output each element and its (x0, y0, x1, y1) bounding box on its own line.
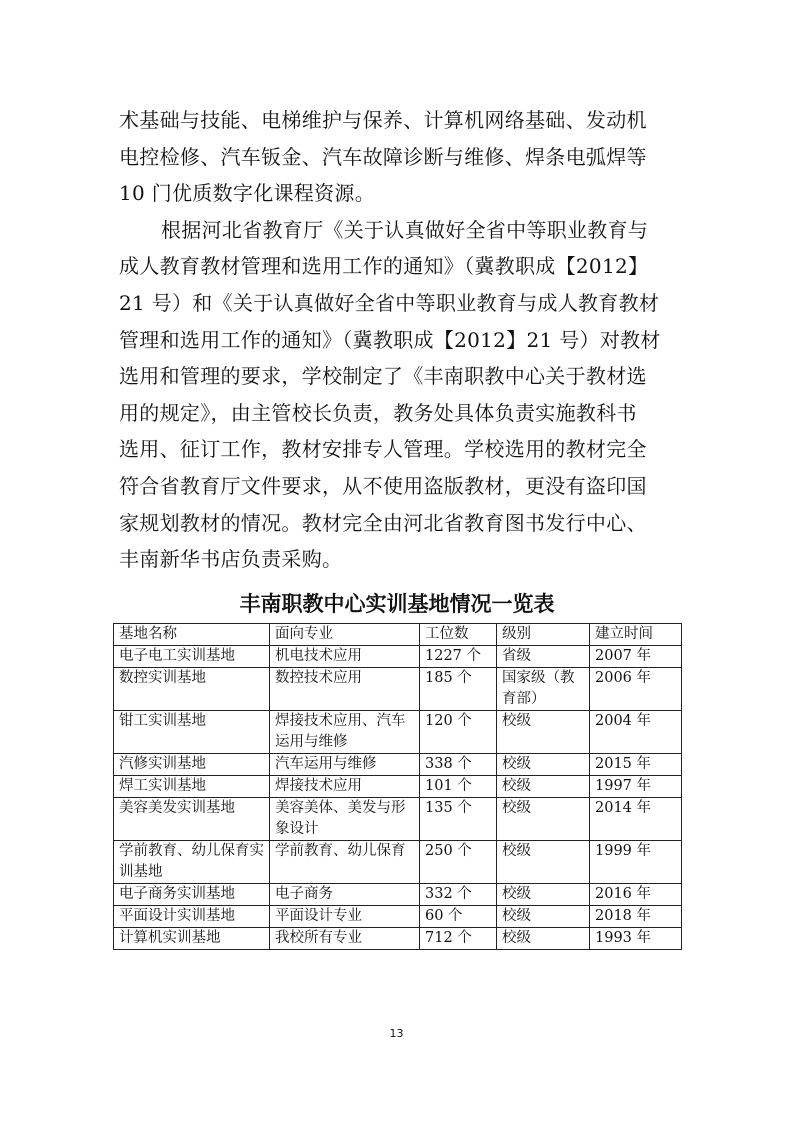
table-cell: 学前教育、幼儿保育实训基地 (114, 841, 270, 884)
table-cell: 计算机实训基地 (114, 928, 270, 950)
paragraph-line: 选用、征订工作，教材安排专人管理。学校选用的教材完全 (119, 437, 647, 462)
table-header-row (114, 624, 682, 646)
table-cell: 校级 (497, 884, 590, 906)
table-cell: 校级 (497, 841, 590, 884)
paragraph-line: 术基础与技能、电梯维护与保养、计算机网络基础、发动机 (119, 108, 647, 132)
table-row (114, 668, 682, 711)
table-row (114, 798, 682, 841)
table-cell: 机电技术应用 (270, 646, 420, 668)
table-cell: 2004 年 (590, 711, 682, 754)
body-paragraphs (119, 102, 675, 578)
table-cell: 校级 (497, 798, 590, 841)
table-cell: 国家级（教育部） (497, 668, 590, 711)
table-cell: 校级 (497, 906, 590, 928)
paragraph-line: 成人教育教材管理和选用工作的通知》（冀教职成【2012】 (119, 254, 649, 279)
table-cell: 美容美体、美发与形象设计 (270, 798, 420, 841)
paragraph-line: 选用和管理的要求，学校制定了《丰南职教中心关于教材选 (119, 364, 647, 389)
table-row (114, 906, 682, 928)
table-title: 丰南职教中心实训基地情况一览表 (239, 592, 555, 616)
table-cell: 数控技术应用 (270, 668, 420, 711)
table-cell: 120 个 (420, 711, 497, 754)
table-row (114, 841, 682, 884)
table-cell: 美容美发实训基地 (114, 798, 270, 841)
column-header: 基地名称 (114, 624, 270, 646)
table-cell: 101 个 (420, 776, 497, 798)
paragraph-line: 10 门优质数字化课程资源。 (119, 181, 376, 206)
column-header: 面向专业 (270, 624, 420, 646)
table-row (114, 884, 682, 906)
column-header: 级别 (497, 624, 590, 646)
table-cell: 我校所有专业 (270, 928, 420, 950)
table-cell: 1227 个 (420, 646, 497, 668)
table-cell: 学前教育、幼儿保育 (270, 841, 420, 884)
paragraph-line: 家规划教材的情况。教材完全由河北省教育图书发行中心、 (119, 510, 647, 535)
table-cell: 校级 (497, 928, 590, 950)
table-cell: 2006 年 (590, 668, 682, 711)
paragraph-line: 根据河北省教育厅《关于认真做好全省中等职业教育与 (161, 217, 649, 242)
table-cell: 电子商务实训基地 (114, 884, 270, 906)
table-row (114, 646, 682, 668)
table-cell: 2007 年 (590, 646, 682, 668)
paragraph-line: 电控检修、汽车钣金、汽车故障诊断与维修、焊条电弧焊等 (119, 144, 647, 169)
table-cell: 焊接技术应用 (270, 776, 420, 798)
table-cell: 1993 年 (590, 928, 682, 950)
table-cell: 校级 (497, 754, 590, 776)
table-cell: 校级 (497, 711, 590, 754)
table-cell: 332 个 (420, 884, 497, 906)
table-cell: 汽车运用与维修 (270, 754, 420, 776)
table-row (114, 754, 682, 776)
paragraph-line: 管理和选用工作的通知》（冀教职成【2012】21 号）对教材 (119, 327, 661, 352)
table-row (114, 711, 682, 754)
table-cell: 1999 年 (590, 841, 682, 884)
paragraph-line: 丰南新华书店负责采购。 (119, 547, 343, 572)
table-cell: 钳工实训基地 (114, 711, 270, 754)
table-cell: 2016 年 (590, 884, 682, 906)
table-cell: 焊工实训基地 (114, 776, 270, 798)
page-number: 13 (389, 1027, 404, 1040)
table-cell: 185 个 (420, 668, 497, 711)
table-row (114, 776, 682, 798)
table-cell: 712 个 (420, 928, 497, 950)
table-cell: 平面设计实训基地 (114, 906, 270, 928)
table-cell: 250 个 (420, 841, 497, 884)
table-cell: 校级 (497, 776, 590, 798)
table-cell: 平面设计专业 (270, 906, 420, 928)
column-header: 工位数 (420, 624, 497, 646)
table-cell: 2014 年 (590, 798, 682, 841)
table-cell: 电子电工实训基地 (114, 646, 270, 668)
table-cell: 数控实训基地 (114, 668, 270, 711)
table-cell: 338 个 (420, 754, 497, 776)
table-cell: 省级 (497, 646, 590, 668)
table-cell: 1997 年 (590, 776, 682, 798)
table-cell: 135 个 (420, 798, 497, 841)
table-cell: 60 个 (420, 906, 497, 928)
table-row (114, 928, 682, 950)
paragraph-line: 符合省教育厅文件要求，从不使用盗版教材，更没有盗印国 (119, 473, 647, 498)
paragraph-line: 用的规定》，由主管校长负责，教务处具体负责实施教科书 (119, 400, 637, 425)
table-cell: 焊接技术应用、汽车运用与维修 (270, 711, 420, 754)
table-cell: 2018 年 (590, 906, 682, 928)
column-header: 建立时间 (590, 624, 682, 646)
paragraph-line: 21 号）和《关于认真做好全省中等职业教育与成人教育教材 (119, 290, 660, 315)
table-cell: 2015 年 (590, 754, 682, 776)
table-cell: 汽修实训基地 (114, 754, 270, 776)
training-bases-table (113, 623, 682, 950)
table-cell: 电子商务 (270, 884, 420, 906)
